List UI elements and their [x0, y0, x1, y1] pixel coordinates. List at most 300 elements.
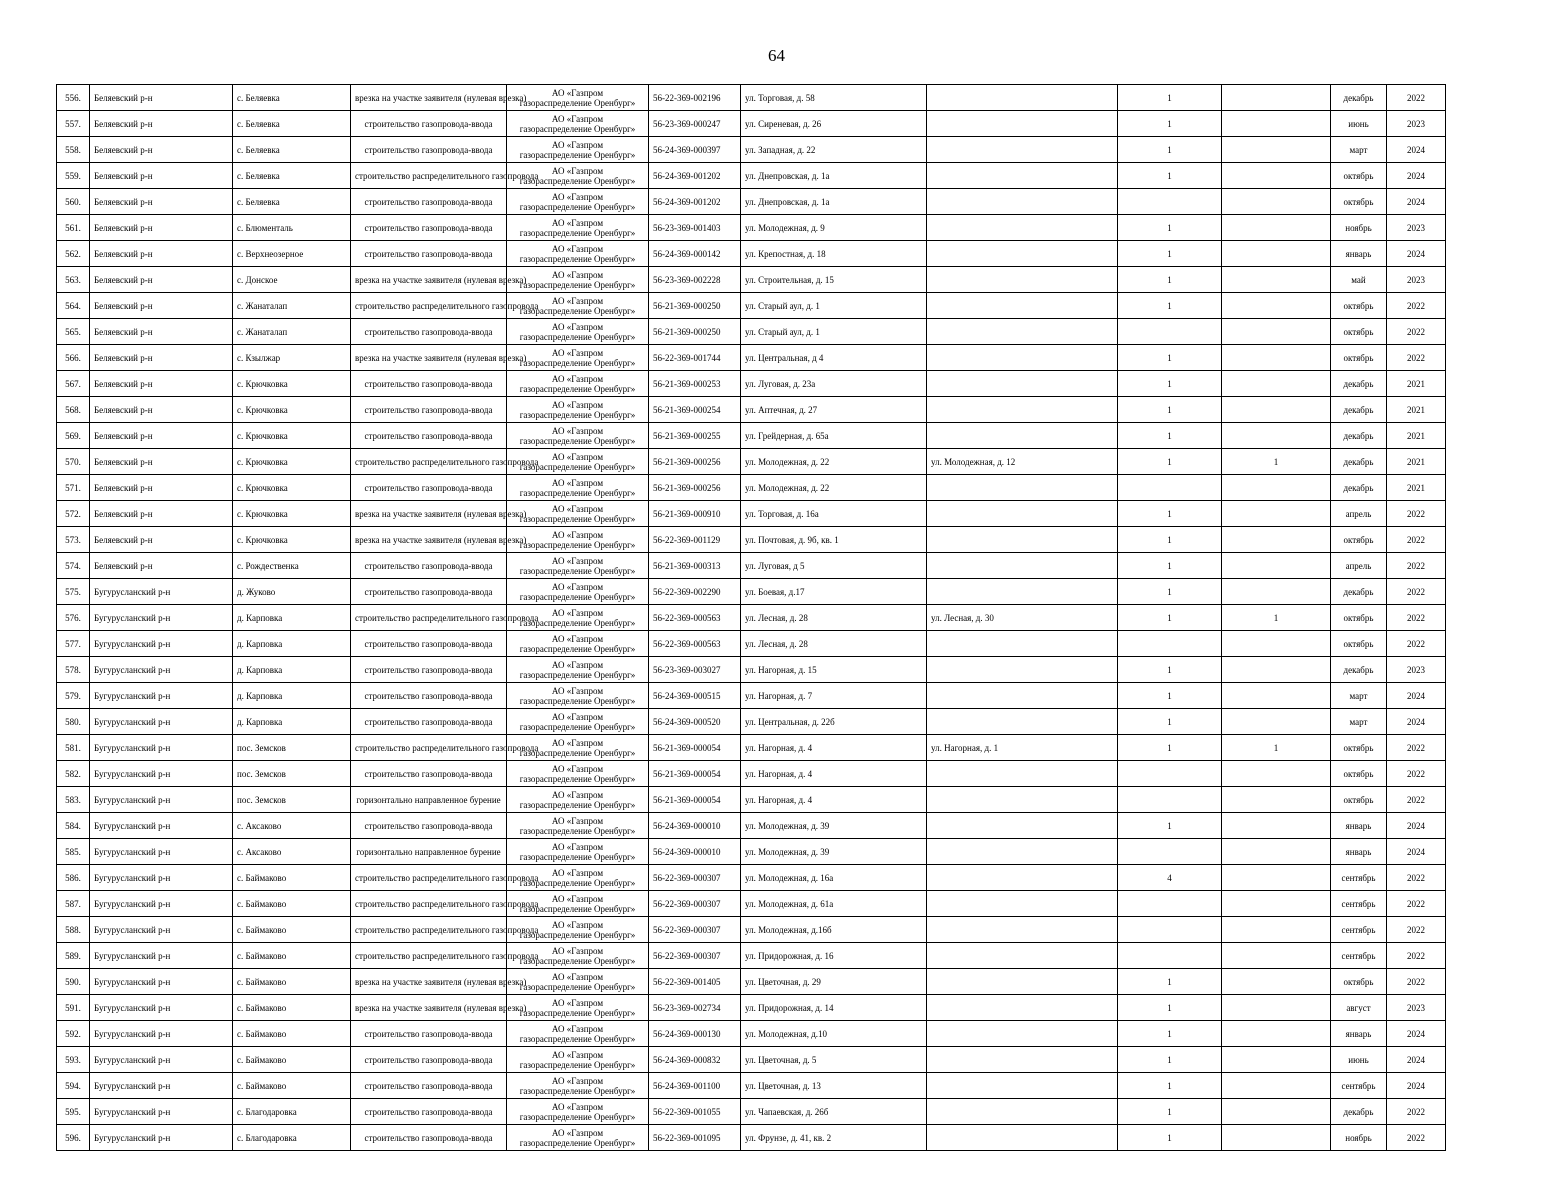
- application-code-cell: 56-23-369-002228: [649, 267, 741, 293]
- second-count-cell: [1222, 111, 1331, 137]
- row-number: 593.: [57, 1047, 90, 1073]
- address-cell: ул. Крепостная, д. 18: [741, 241, 927, 267]
- organization-cell: [507, 319, 649, 345]
- second-address-cell: [927, 267, 1118, 293]
- organization-line-1: АО «Газпром: [551, 399, 604, 410]
- district-cell: Бугурусланский р-н: [90, 761, 233, 787]
- second-count-cell: [1222, 475, 1331, 501]
- settlement-cell: д. Карповка: [233, 709, 351, 735]
- month-cell: апрель: [1331, 553, 1387, 579]
- address-cell: ул. Луговая, д. 23а: [741, 371, 927, 397]
- organization-line-2: газораспределение Оренбург»: [519, 305, 636, 316]
- year-cell: 2022: [1387, 527, 1446, 553]
- application-code-cell: 56-22-369-000563: [649, 631, 741, 657]
- settlement-cell: с. Жанаталап: [233, 293, 351, 319]
- settlement-cell: с. Крючковка: [233, 371, 351, 397]
- second-count-cell: [1222, 1073, 1331, 1099]
- table-row: [57, 215, 1446, 241]
- district-cell: Беляевский р-н: [90, 527, 233, 553]
- table-row: [57, 1047, 1446, 1073]
- organization-line-1: АО «Газпром: [551, 555, 604, 566]
- second-address-cell: [927, 371, 1118, 397]
- work-type-cell: строительство газопровода-ввода: [351, 631, 507, 657]
- settlement-cell: с. Баймаково: [233, 1073, 351, 1099]
- year-cell: 2022: [1387, 85, 1446, 111]
- count-cell: 1: [1118, 657, 1222, 683]
- settlement-cell: с. Блюменталь: [233, 215, 351, 241]
- organization-line-2: газораспределение Оренбург»: [519, 981, 636, 992]
- settlement-cell: д. Жуково: [233, 579, 351, 605]
- organization-line-1: АО «Газпром: [551, 1049, 604, 1060]
- address-cell: ул. Молодежная, д. 9: [741, 215, 927, 241]
- second-count-cell: [1222, 527, 1331, 553]
- row-number: 571.: [57, 475, 90, 501]
- second-address-cell: [927, 397, 1118, 423]
- application-code-cell: 56-24-369-000515: [649, 683, 741, 709]
- application-code-cell: 56-22-369-001055: [649, 1099, 741, 1125]
- district-cell: Беляевский р-н: [90, 111, 233, 137]
- application-code-cell: 56-21-369-000054: [649, 735, 741, 761]
- address-cell: ул. Молодежная, д. 39: [741, 813, 927, 839]
- organization-line-2: газораспределение Оренбург»: [519, 825, 636, 836]
- organization-line-2: газораспределение Оренбург»: [519, 721, 636, 732]
- address-cell: ул. Центральная, д 4: [741, 345, 927, 371]
- table-row: [57, 423, 1446, 449]
- table-row: [57, 943, 1446, 969]
- settlement-cell: с. Жанаталап: [233, 319, 351, 345]
- settlement-cell: с. Крючковка: [233, 449, 351, 475]
- year-cell: 2023: [1387, 267, 1446, 293]
- address-cell: ул. Лесная, д. 28: [741, 631, 927, 657]
- application-code-cell: 56-24-369-000130: [649, 1021, 741, 1047]
- organization-line-2: газораспределение Оренбург»: [519, 253, 636, 264]
- application-code-cell: 56-21-369-000250: [649, 319, 741, 345]
- second-address-cell: [927, 1021, 1118, 1047]
- second-address-cell: [927, 1125, 1118, 1151]
- table-row: [57, 917, 1446, 943]
- table-row: [57, 761, 1446, 787]
- organization-line-2: газораспределение Оренбург»: [519, 1059, 636, 1070]
- month-cell: декабрь: [1331, 423, 1387, 449]
- row-number: 573.: [57, 527, 90, 553]
- district-cell: Бугурусланский р-н: [90, 657, 233, 683]
- district-cell: Бугурусланский р-н: [90, 605, 233, 631]
- organization-cell: [507, 189, 649, 215]
- second-address-cell: [927, 137, 1118, 163]
- year-cell: 2022: [1387, 605, 1446, 631]
- month-cell: март: [1331, 709, 1387, 735]
- year-cell: 2022: [1387, 761, 1446, 787]
- year-cell: 2022: [1387, 943, 1446, 969]
- work-type-cell: строительство газопровода-ввода: [351, 111, 507, 137]
- year-cell: 2021: [1387, 371, 1446, 397]
- second-count-cell: [1222, 813, 1331, 839]
- settlement-cell: с. Аксаково: [233, 839, 351, 865]
- application-code-cell: 56-22-369-000307: [649, 865, 741, 891]
- month-cell: октябрь: [1331, 163, 1387, 189]
- application-code-cell: 56-24-369-000010: [649, 813, 741, 839]
- month-cell: октябрь: [1331, 293, 1387, 319]
- month-cell: сентябрь: [1331, 1073, 1387, 1099]
- organization-line-2: газораспределение Оренбург»: [519, 877, 636, 888]
- district-cell: Бугурусланский р-н: [90, 891, 233, 917]
- second-count-cell: [1222, 761, 1331, 787]
- settlement-cell: с. Крючковка: [233, 501, 351, 527]
- district-cell: Бугурусланский р-н: [90, 1047, 233, 1073]
- district-cell: Беляевский р-н: [90, 475, 233, 501]
- row-number: 580.: [57, 709, 90, 735]
- page-number: 64: [768, 46, 785, 65]
- work-type-cell: строительство распределительного газопровода: [351, 891, 507, 917]
- count-cell: 1: [1118, 501, 1222, 527]
- organization-line-1: АО «Газпром: [551, 503, 604, 514]
- second-count-cell: [1222, 85, 1331, 111]
- second-address-cell: [927, 995, 1118, 1021]
- year-cell: 2022: [1387, 631, 1446, 657]
- settlement-cell: д. Карповка: [233, 605, 351, 631]
- row-number: 567.: [57, 371, 90, 397]
- application-code-cell: 56-22-369-001405: [649, 969, 741, 995]
- organization-cell: [507, 423, 649, 449]
- second-address-cell: [927, 657, 1118, 683]
- year-cell: 2022: [1387, 293, 1446, 319]
- month-cell: октябрь: [1331, 735, 1387, 761]
- year-cell: 2022: [1387, 1125, 1446, 1151]
- month-cell: январь: [1331, 839, 1387, 865]
- work-type-cell: строительство газопровода-ввода: [351, 1021, 507, 1047]
- district-cell: Бугурусланский р-н: [90, 1125, 233, 1151]
- district-cell: Бугурусланский р-н: [90, 1073, 233, 1099]
- application-code-cell: 56-24-369-000397: [649, 137, 741, 163]
- application-code-cell: 56-22-369-000563: [649, 605, 741, 631]
- table-row: [57, 709, 1446, 735]
- address-cell: ул. Сиреневая, д. 26: [741, 111, 927, 137]
- settlement-cell: с. Баймаково: [233, 995, 351, 1021]
- second-count-cell: [1222, 995, 1331, 1021]
- year-cell: 2021: [1387, 475, 1446, 501]
- settlement-cell: с. Баймаково: [233, 891, 351, 917]
- district-cell: Беляевский р-н: [90, 319, 233, 345]
- organization-line-1: АО «Газпром: [551, 165, 604, 176]
- work-type-cell: строительство газопровода-ввода: [351, 683, 507, 709]
- second-address-cell: [927, 475, 1118, 501]
- month-cell: январь: [1331, 241, 1387, 267]
- count-cell: 1: [1118, 137, 1222, 163]
- second-count-cell: [1222, 1021, 1331, 1047]
- year-cell: 2023: [1387, 111, 1446, 137]
- row-number: 557.: [57, 111, 90, 137]
- second-count-cell: [1222, 917, 1331, 943]
- table-row: [57, 319, 1446, 345]
- month-cell: октябрь: [1331, 787, 1387, 813]
- address-cell: ул. Грейдерная, д. 65а: [741, 423, 927, 449]
- organization-cell: [507, 111, 649, 137]
- table-row: [57, 1021, 1446, 1047]
- application-code-cell: 56-22-369-000307: [649, 917, 741, 943]
- organization-line-1: АО «Газпром: [551, 1127, 604, 1138]
- row-number: 589.: [57, 943, 90, 969]
- organization-line-1: АО «Газпром: [551, 919, 604, 930]
- application-code-cell: 56-22-369-001095: [649, 1125, 741, 1151]
- settlement-cell: с. Баймаково: [233, 1021, 351, 1047]
- second-address-cell: [927, 943, 1118, 969]
- settlement-cell: с. Баймаково: [233, 969, 351, 995]
- work-type-cell: строительство распределительного газопровода: [351, 449, 507, 475]
- table-row: [57, 397, 1446, 423]
- organization-line-2: газораспределение Оренбург»: [519, 1007, 636, 1018]
- month-cell: январь: [1331, 813, 1387, 839]
- address-cell: ул. Торговая, д. 16а: [741, 501, 927, 527]
- second-address-cell: ул. Молодежная, д. 12: [927, 449, 1118, 475]
- application-code-cell: 56-24-369-000142: [649, 241, 741, 267]
- district-cell: Бугурусланский р-н: [90, 787, 233, 813]
- application-code-cell: 56-24-369-001100: [649, 1073, 741, 1099]
- organization-line-2: газораспределение Оренбург»: [519, 409, 636, 420]
- application-code-cell: 56-21-369-000054: [649, 787, 741, 813]
- organization-line-2: газораспределение Оренбург»: [519, 97, 636, 108]
- address-cell: ул. Строительная, д. 15: [741, 267, 927, 293]
- table-row: [57, 813, 1446, 839]
- organization-cell: [507, 527, 649, 553]
- settlement-cell: с. Крючковка: [233, 423, 351, 449]
- work-type-cell: строительство газопровода-ввода: [351, 423, 507, 449]
- second-address-cell: [927, 293, 1118, 319]
- second-address-cell: [927, 1073, 1118, 1099]
- row-number: 591.: [57, 995, 90, 1021]
- district-cell: Бугурусланский р-н: [90, 1021, 233, 1047]
- work-type-cell: строительство газопровода-ввода: [351, 813, 507, 839]
- work-type-cell: строительство газопровода-ввода: [351, 709, 507, 735]
- organization-cell: [507, 371, 649, 397]
- month-cell: декабрь: [1331, 657, 1387, 683]
- count-cell: 1: [1118, 709, 1222, 735]
- organization-cell: [507, 293, 649, 319]
- organization-cell: [507, 605, 649, 631]
- organization-line-2: газораспределение Оренбург»: [519, 1137, 636, 1148]
- organization-line-2: газораспределение Оренбург»: [519, 565, 636, 576]
- second-count-cell: [1222, 631, 1331, 657]
- district-cell: Бугурусланский р-н: [90, 631, 233, 657]
- table-row: [57, 657, 1446, 683]
- month-cell: октябрь: [1331, 345, 1387, 371]
- settlement-cell: с. Беляевка: [233, 111, 351, 137]
- month-cell: декабрь: [1331, 85, 1387, 111]
- row-number: 556.: [57, 85, 90, 111]
- count-cell: 1: [1118, 423, 1222, 449]
- organization-line-1: АО «Газпром: [551, 139, 604, 150]
- organization-cell: [507, 1047, 649, 1073]
- address-cell: ул. Лесная, д. 28: [741, 605, 927, 631]
- organization-line-1: АО «Газпром: [551, 997, 604, 1008]
- work-type-cell: горизонтально направленное бурение: [351, 839, 507, 865]
- row-number: 564.: [57, 293, 90, 319]
- work-type-cell: врезка на участке заявителя (нулевая врезка): [351, 527, 507, 553]
- work-type-cell: строительство газопровода-ввода: [351, 371, 507, 397]
- work-type-cell: строительство газопровода-ввода: [351, 1073, 507, 1099]
- year-cell: 2024: [1387, 1021, 1446, 1047]
- month-cell: сентябрь: [1331, 917, 1387, 943]
- organization-line-2: газораспределение Оренбург»: [519, 1111, 636, 1122]
- second-count-cell: [1222, 293, 1331, 319]
- district-cell: Бугурусланский р-н: [90, 865, 233, 891]
- second-address-cell: [927, 865, 1118, 891]
- address-cell: ул. Цветочная, д. 29: [741, 969, 927, 995]
- count-cell: [1118, 943, 1222, 969]
- table-row: [57, 1073, 1446, 1099]
- organization-line-2: газораспределение Оренбург»: [519, 539, 636, 550]
- year-cell: 2024: [1387, 1047, 1446, 1073]
- second-count-cell: [1222, 501, 1331, 527]
- organization-cell: [507, 969, 649, 995]
- second-count-cell: [1222, 319, 1331, 345]
- month-cell: ноябрь: [1331, 1125, 1387, 1151]
- work-type-cell: строительство газопровода-ввода: [351, 1099, 507, 1125]
- organization-line-2: газораспределение Оренбург»: [519, 383, 636, 394]
- application-code-cell: 56-22-369-002290: [649, 579, 741, 605]
- month-cell: октябрь: [1331, 605, 1387, 631]
- table-row: [57, 631, 1446, 657]
- application-code-cell: 56-23-369-000247: [649, 111, 741, 137]
- work-type-cell: строительство распределительного газопровода: [351, 735, 507, 761]
- work-type-cell: строительство газопровода-ввода: [351, 189, 507, 215]
- work-type-cell: строительство распределительного газопровода: [351, 163, 507, 189]
- organization-line-2: газораспределение Оренбург»: [519, 747, 636, 758]
- count-cell: [1118, 631, 1222, 657]
- second-address-cell: [927, 709, 1118, 735]
- second-address-cell: [927, 85, 1118, 111]
- year-cell: 2022: [1387, 501, 1446, 527]
- count-cell: 1: [1118, 605, 1222, 631]
- application-code-cell: 56-21-369-000054: [649, 761, 741, 787]
- organization-line-1: АО «Газпром: [551, 477, 604, 488]
- month-cell: декабрь: [1331, 449, 1387, 475]
- count-cell: 1: [1118, 1073, 1222, 1099]
- organization-cell: [507, 449, 649, 475]
- year-cell: 2022: [1387, 319, 1446, 345]
- organization-line-2: газораспределение Оренбург»: [519, 799, 636, 810]
- second-address-cell: [927, 345, 1118, 371]
- district-cell: Беляевский р-н: [90, 397, 233, 423]
- address-cell: ул. Днепровская, д. 1а: [741, 163, 927, 189]
- second-count-cell: [1222, 891, 1331, 917]
- organization-cell: [507, 761, 649, 787]
- organization-line-2: газораспределение Оренбург»: [519, 357, 636, 368]
- district-cell: Бугурусланский р-н: [90, 917, 233, 943]
- application-code-cell: 56-23-369-001403: [649, 215, 741, 241]
- year-cell: 2022: [1387, 553, 1446, 579]
- count-cell: [1118, 917, 1222, 943]
- month-cell: ноябрь: [1331, 215, 1387, 241]
- work-type-cell: горизонтально направленное бурение: [351, 787, 507, 813]
- count-cell: 1: [1118, 527, 1222, 553]
- count-cell: 1: [1118, 345, 1222, 371]
- second-count-cell: [1222, 137, 1331, 163]
- organization-cell: [507, 1021, 649, 1047]
- second-count-cell: [1222, 1047, 1331, 1073]
- year-cell: 2023: [1387, 657, 1446, 683]
- count-cell: 1: [1118, 241, 1222, 267]
- second-address-cell: [927, 319, 1118, 345]
- organization-cell: [507, 709, 649, 735]
- organization-line-2: газораспределение Оренбург»: [519, 669, 636, 680]
- organization-line-1: АО «Газпром: [551, 425, 604, 436]
- second-address-cell: [927, 527, 1118, 553]
- organization-cell: [507, 241, 649, 267]
- application-code-cell: 56-21-369-000256: [649, 475, 741, 501]
- organization-line-1: АО «Газпром: [551, 841, 604, 852]
- work-type-cell: строительство газопровода-ввода: [351, 215, 507, 241]
- organization-line-2: газораспределение Оренбург»: [519, 955, 636, 966]
- count-cell: 1: [1118, 111, 1222, 137]
- second-count-cell: [1222, 1099, 1331, 1125]
- district-cell: Беляевский р-н: [90, 449, 233, 475]
- work-type-cell: строительство газопровода-ввода: [351, 319, 507, 345]
- address-cell: ул. Аптечная, д. 27: [741, 397, 927, 423]
- table-row: [57, 787, 1446, 813]
- application-code-cell: 56-21-369-000250: [649, 293, 741, 319]
- month-cell: май: [1331, 267, 1387, 293]
- second-address-cell: [927, 241, 1118, 267]
- month-cell: январь: [1331, 1021, 1387, 1047]
- second-count-cell: [1222, 267, 1331, 293]
- second-count-cell: [1222, 709, 1331, 735]
- month-cell: июнь: [1331, 111, 1387, 137]
- settlement-cell: с. Беляевка: [233, 163, 351, 189]
- row-number: 585.: [57, 839, 90, 865]
- settlement-cell: пос. Земсков: [233, 735, 351, 761]
- work-type-cell: строительство распределительного газопровода: [351, 865, 507, 891]
- table-row: [57, 345, 1446, 371]
- district-cell: Беляевский р-н: [90, 553, 233, 579]
- month-cell: март: [1331, 683, 1387, 709]
- organization-line-2: газораспределение Оренбург»: [519, 1033, 636, 1044]
- year-cell: 2024: [1387, 1073, 1446, 1099]
- address-cell: ул. Западная, д. 22: [741, 137, 927, 163]
- application-code-cell: 56-21-369-000256: [649, 449, 741, 475]
- month-cell: октябрь: [1331, 189, 1387, 215]
- work-type-cell: строительство распределительного газопровода: [351, 605, 507, 631]
- count-cell: 1: [1118, 969, 1222, 995]
- work-type-cell: строительство газопровода-ввода: [351, 475, 507, 501]
- address-cell: ул. Нагорная, д. 4: [741, 761, 927, 787]
- year-cell: 2021: [1387, 397, 1446, 423]
- count-cell: [1118, 319, 1222, 345]
- table-row: [57, 475, 1446, 501]
- work-type-cell: строительство газопровода-ввода: [351, 1047, 507, 1073]
- organization-cell: [507, 85, 649, 111]
- work-type-cell: строительство газопровода-ввода: [351, 553, 507, 579]
- month-cell: октябрь: [1331, 319, 1387, 345]
- address-cell: ул. Молодежная, д.16б: [741, 917, 927, 943]
- count-cell: [1118, 839, 1222, 865]
- count-cell: [1118, 189, 1222, 215]
- organization-line-1: АО «Газпром: [551, 867, 604, 878]
- address-cell: ул. Нагорная, д. 15: [741, 657, 927, 683]
- row-number: 590.: [57, 969, 90, 995]
- second-address-cell: [927, 813, 1118, 839]
- month-cell: август: [1331, 995, 1387, 1021]
- address-cell: ул. Почтовая, д. 9б, кв. 1: [741, 527, 927, 553]
- table-row: [57, 1125, 1446, 1151]
- settlement-cell: с. Аксаково: [233, 813, 351, 839]
- year-cell: 2022: [1387, 917, 1446, 943]
- count-cell: [1118, 787, 1222, 813]
- second-count-cell: [1222, 787, 1331, 813]
- organization-line-1: АО «Газпром: [551, 243, 604, 254]
- organization-cell: [507, 267, 649, 293]
- district-cell: Бугурусланский р-н: [90, 995, 233, 1021]
- row-number: 594.: [57, 1073, 90, 1099]
